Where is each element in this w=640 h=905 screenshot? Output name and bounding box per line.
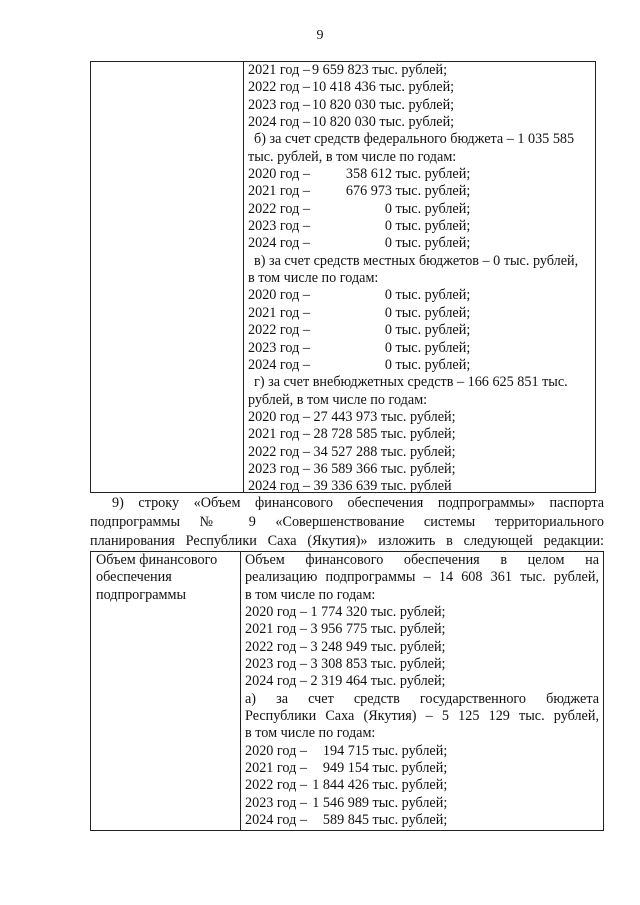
total-year-line: 2022 год – 3 248 949 тыс. рублей;: [245, 638, 446, 655]
extrabudget-heading: г) за счет внебюджетных средств – 166 625 851 тыс.: [254, 374, 568, 391]
amendment-paragraph: [90, 494, 604, 551]
row-label-line: обеспечения: [96, 569, 172, 586]
total-year-line: 2023 год – 3 308 853 тыс. рублей;: [245, 656, 446, 673]
page-number: 9: [316, 28, 324, 43]
federal-year-line: 2024 год – 0 тыс. рублей;: [248, 235, 471, 252]
row-label-cell: [96, 552, 236, 604]
local-year-line: 2021 год – 0 тыс. рублей;: [248, 304, 471, 321]
subprogram-funding-table: [90, 551, 604, 831]
funding-line: 2024 год – 10 820 030 тыс. рублей;: [248, 114, 455, 131]
local-year-line: 2022 год – 0 тыс. рублей;: [248, 322, 471, 339]
total-year-line: 2021 год – 3 956 775 тыс. рублей;: [245, 621, 446, 638]
federal-year-line: 2022 год – 0 тыс. рублей;: [248, 200, 471, 217]
federal-budget-heading-cont: тыс. рублей, в том числе по годам:: [248, 148, 457, 165]
state-year-line: 2024 год – 589 845 тыс. рублей;: [245, 812, 448, 829]
state-year-line: 2023 год – 1 546 989 тыс. рублей;: [245, 794, 448, 811]
extrabudget-heading-cont: рублей, в том числе по годам:: [248, 391, 428, 408]
row-label-line: подпрограммы: [96, 586, 186, 603]
column-divider: [240, 552, 241, 830]
extrabudget-year-line: 2023 год – 36 589 366 тыс. рублей;: [248, 460, 456, 477]
local-year-line: 2020 год – 0 тыс. рублей;: [248, 287, 471, 304]
federal-budget-heading: б) за счет средств федерального бюджета – 1 035 585: [254, 131, 575, 148]
total-year-line: 2020 год – 1 774 320 тыс. рублей;: [245, 604, 446, 621]
total-year-line: 2024 год – 2 319 464 тыс. рублей;: [245, 673, 446, 690]
state-year-line: 2021 год – 949 154 тыс. рублей;: [245, 760, 448, 777]
extrabudget-year-line: 2021 год – 28 728 585 тыс. рублей;: [248, 426, 456, 443]
federal-year-line: 2021 год – 676 973 тыс. рублей;: [248, 183, 471, 200]
extrabudget-year-line: 2024 год – 39 336 639 тыс. рублей: [248, 478, 452, 495]
paragraph-line: планирования Республики Саха (Якутия)» изложить в следующей редакции:: [90, 533, 604, 549]
state-year-line: 2022 год – 1 844 426 тыс. рублей;: [245, 777, 448, 794]
funding-table-continued: [90, 61, 596, 493]
funding-line: 2022 год – 10 418 436 тыс. рублей;: [248, 79, 455, 96]
paragraph-line: подпрограммы № 9 «Совершенствование системы территориального: [90, 514, 604, 530]
local-year-line: 2024 год – 0 тыс. рублей;: [248, 356, 471, 373]
intro-line: в том числе по годам:: [245, 586, 376, 603]
funding-details-cell: [245, 552, 599, 830]
extrabudget-year-line: 2020 год – 27 443 973 тыс. рублей;: [248, 408, 456, 425]
funding-details-cell: [248, 62, 590, 496]
column-divider: [243, 62, 244, 492]
state-budget-heading-cont: Республики Саха (Якутия) – 5 125 129 тыс. рублей,: [245, 708, 599, 725]
local-budget-heading: в) за счет средств местных бюджетов – 0 тыс. рублей,: [254, 252, 579, 269]
intro-line: Объем финансового обеспечения в целом на: [245, 552, 599, 568]
intro-line: реализацию подпрограммы – 14 608 361 тыс. рублей,: [245, 569, 599, 586]
local-year-line: 2023 год – 0 тыс. рублей;: [248, 339, 471, 356]
extrabudget-year-line: 2022 год – 34 527 288 тыс. рублей;: [248, 443, 456, 460]
paragraph-line: 9) строку «Объем финансового обеспечения подпрограммы» паспорта: [112, 495, 604, 511]
state-budget-heading-cont: в том числе по годам:: [245, 725, 376, 742]
row-label-line: Объем финансового: [96, 552, 218, 568]
local-budget-heading-cont: в том числе по годам:: [248, 270, 379, 287]
funding-line: 2023 год – 10 820 030 тыс. рублей;: [248, 96, 455, 113]
funding-line: 2021 год – 9 659 823 тыс. рублей;: [248, 62, 448, 78]
federal-year-line: 2020 год – 358 612 тыс. рублей;: [248, 166, 471, 183]
federal-year-line: 2023 год – 0 тыс. рублей;: [248, 218, 471, 235]
state-budget-heading: а) за счет средств государственного бюджета: [245, 690, 599, 707]
state-year-line: 2020 год – 194 715 тыс. рублей;: [245, 742, 448, 759]
